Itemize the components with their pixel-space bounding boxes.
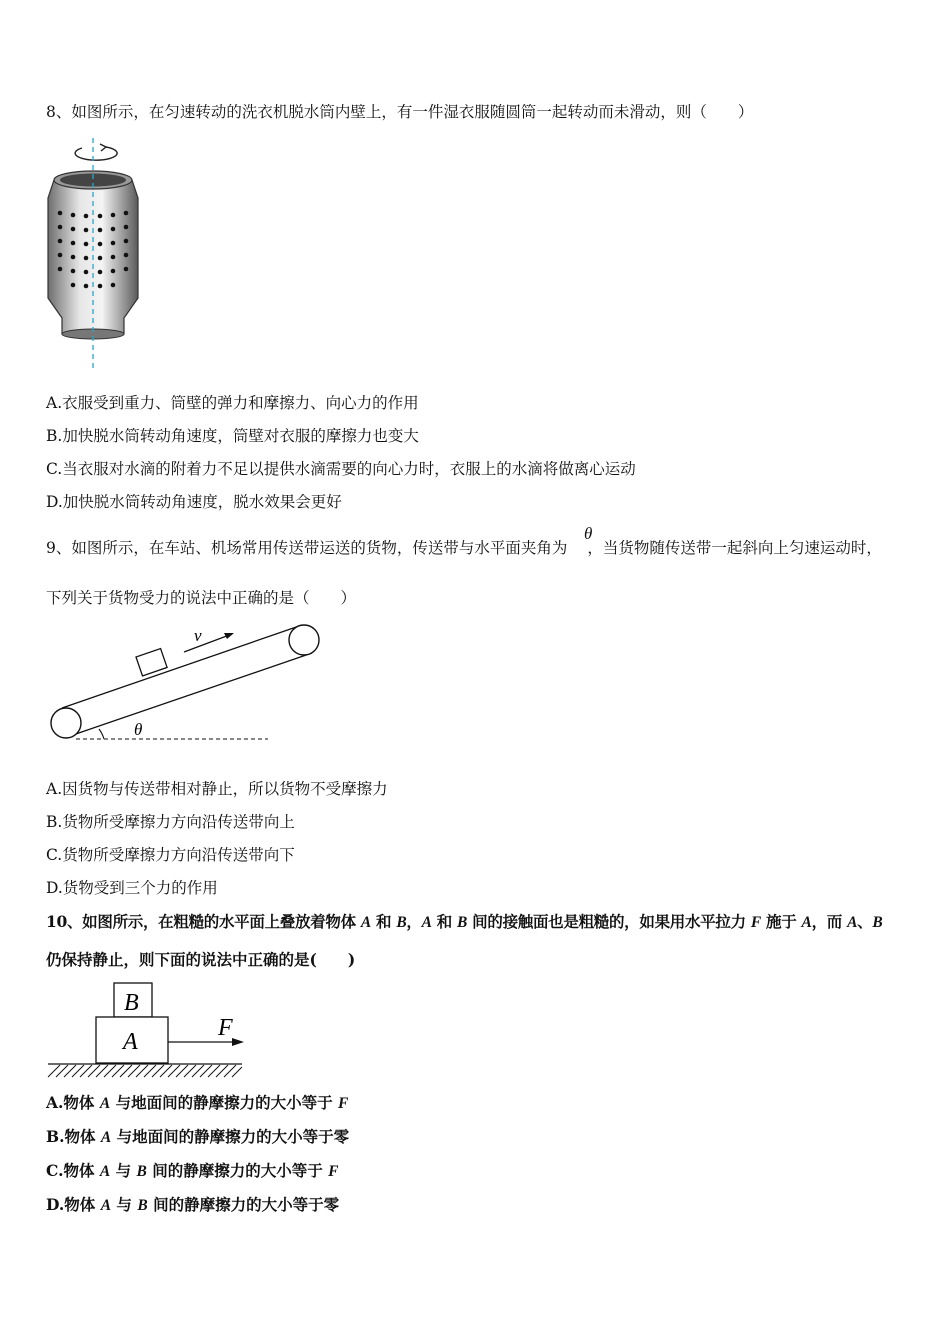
- q9-stem-line2: 下列关于货物受力的说法中正确的是（ ）: [46, 589, 357, 607]
- q8-option-a: A.衣服受到重力、筒壁的弹力和摩擦力、向心力的作用: [46, 394, 419, 412]
- q10-option-run: B: [137, 1197, 148, 1214]
- q10-stem-run: A: [360, 914, 371, 931]
- q10-option-d: [46, 1195, 339, 1216]
- q10-stem-run: 间的接触面也是粗糙的，如果用水平拉力: [467, 912, 751, 931]
- velocity-arrow: [184, 634, 232, 652]
- q10-option-b: [46, 1127, 349, 1148]
- belt-roller-left: [51, 708, 81, 738]
- q8-stem: 8、如图所示，在匀速转动的洗衣机脱水筒内壁上，有一件湿衣服随圆筒一起转动而未滑动，则（ ）: [46, 103, 754, 121]
- q10-option-run: A: [100, 1129, 112, 1146]
- q8-option-b: B.加快脱水筒转动角速度，筒壁对衣服的摩擦力也变大: [46, 427, 419, 445]
- velocity-label: v: [194, 626, 202, 645]
- q10-option-run: 与: [111, 1195, 138, 1214]
- belt-roller-right: [289, 625, 319, 655]
- q10-option-a: [46, 1093, 348, 1114]
- q10-stem-run: A: [847, 914, 858, 931]
- q10-option-run: C.物体: [46, 1161, 100, 1180]
- q9-stem-part2: ，当货物随传送带一起斜向上匀速运动时，: [587, 539, 882, 557]
- q10-option-run: F: [337, 1095, 349, 1112]
- q9-option-b: B.货物所受摩擦力方向沿传送带向上: [46, 813, 295, 831]
- q9-theta-symbol: θ: [584, 524, 593, 543]
- q10-option-run: 与: [110, 1161, 137, 1180]
- stacked-blocks-figure: [46, 980, 246, 1080]
- q10-stem-run: 和: [370, 912, 397, 931]
- q9-stem-line1: [46, 538, 882, 558]
- block-b-label: B: [124, 990, 139, 1016]
- q10-stem-run: A: [801, 914, 812, 931]
- q10-option-run: D.物体: [46, 1195, 101, 1214]
- q10-stem-run: F: [750, 914, 761, 931]
- q9-option-c: C.货物所受摩擦力方向沿传送带向下: [46, 846, 295, 864]
- q10-option-run: B: [136, 1163, 147, 1180]
- q10-stem-run: 、: [857, 912, 873, 931]
- q10-stem-run: 和: [431, 912, 458, 931]
- q9-option-a: A.因货物与传送带相对静止，所以货物不受摩擦力: [46, 780, 388, 798]
- q8-option-c: C.当衣服对水滴的附着力不足以提供水滴需要的向心力时，衣服上的水滴将做离心运动: [46, 460, 636, 478]
- block-a-label: A: [123, 1029, 138, 1055]
- q10-option-c: [46, 1161, 338, 1182]
- q10-option-run: A: [99, 1095, 111, 1112]
- cargo-box: [136, 649, 167, 676]
- belt-bottom-edge: [70, 653, 312, 736]
- q10-stem-run: 施于: [760, 912, 802, 931]
- q10-option-run: 间的静摩擦力的大小等于零: [147, 1195, 340, 1214]
- q10-option-run: A.物体: [46, 1093, 100, 1112]
- rotation-arrow-icon: [75, 147, 117, 160]
- q10-stem-line1: [46, 912, 882, 933]
- conveyor-belt-figure: [46, 620, 276, 745]
- q10-stem-run: ，而: [811, 912, 848, 931]
- q10-stem-run: 10、如图所示，在粗糙的水平面上叠放着物体: [46, 912, 361, 931]
- q10-stem-run: B: [396, 914, 407, 931]
- q10-stem-run: B: [457, 914, 468, 931]
- q10-option-run: A: [100, 1197, 112, 1214]
- q8-option-d: D.加快脱水筒转动角速度，脱水效果会更好: [46, 493, 342, 511]
- angle-label: θ: [134, 720, 143, 739]
- q10-option-run: F: [328, 1163, 339, 1180]
- q10-option-run: 与地面间的静摩擦力的大小等于零: [111, 1127, 350, 1146]
- q10-option-run: 与地面间的静摩擦力的大小等于: [110, 1093, 338, 1112]
- q9-option-d: D.货物受到三个力的作用: [46, 879, 218, 897]
- force-label: F: [218, 1015, 233, 1041]
- q10-stem-run: B: [872, 914, 883, 931]
- q10-option-run: A: [99, 1163, 111, 1180]
- angle-arc: [99, 729, 104, 739]
- q10-option-run: 间的静摩擦力的大小等于: [146, 1161, 329, 1180]
- q9-stem-part1: 9、如图所示，在车站、机场常用传送带运送的货物，传送带与水平面夹角为: [46, 539, 568, 557]
- q10-option-run: B.物体: [46, 1127, 101, 1146]
- belt-top-edge: [62, 625, 302, 708]
- q10-stem-line2: 仍保持静止，则下面的说法中正确的是( ): [46, 950, 356, 969]
- q10-stem-run: ，: [406, 912, 422, 931]
- washer-drum-figure: [40, 138, 150, 370]
- ground-hatching: [48, 1065, 242, 1077]
- q10-stem-run: A: [421, 914, 432, 931]
